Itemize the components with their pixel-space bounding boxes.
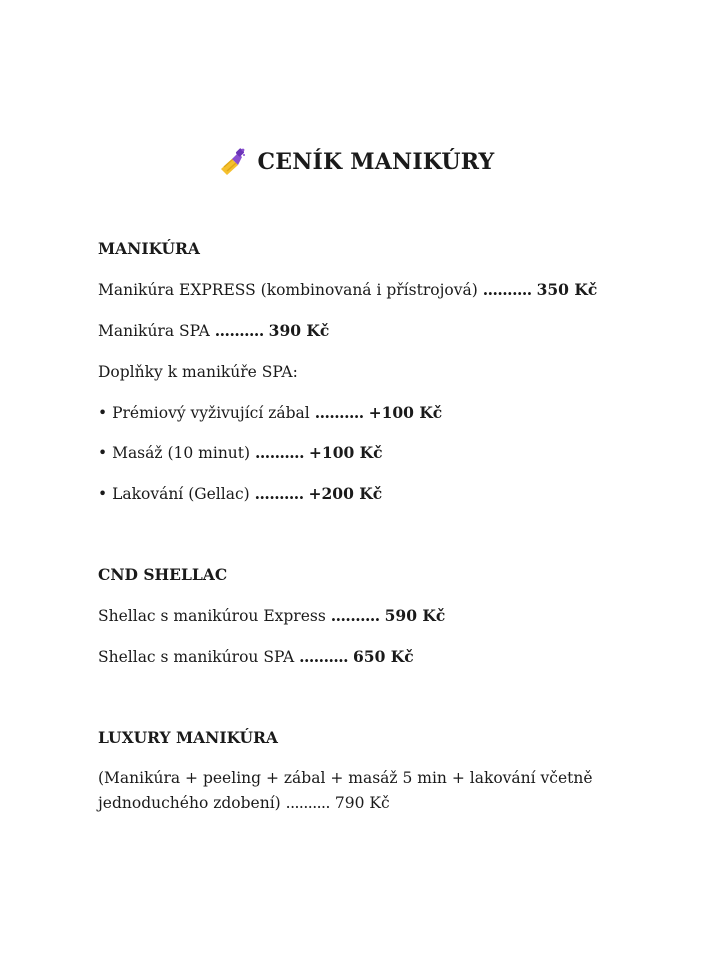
price-row (98, 321, 672, 341)
nail-polish-icon (218, 147, 246, 177)
addon-price: +100 Kč (368, 403, 443, 422)
section-heading-manicure: MANIKÚRA (98, 239, 200, 258)
addon-price: +100 Kč (308, 443, 383, 462)
addons-label-row (98, 362, 672, 382)
service-label: Shellac s manikúrou SPA (98, 648, 295, 666)
section-heading-luxury: LUXURY MANIKÚRA (98, 728, 278, 747)
page-title-text: CENÍK MANIKÚRY (257, 149, 495, 175)
service-price: 390 Kč (268, 321, 330, 340)
addon-row (98, 484, 672, 504)
service-label: Manikúra SPA (98, 322, 210, 340)
leader-dots: .......... (285, 794, 330, 812)
leader-dots: .......... (255, 443, 304, 462)
service-label: Shellac s manikúrou Express (98, 607, 326, 625)
service-price: 350 Kč (536, 280, 598, 299)
luxury-description: (Manikúra + peeling + zábal + masáž 5 min + lakování včetně jednoduchého zdobení) (98, 769, 593, 812)
addon-label: • Lakování (Gellac) (98, 485, 250, 503)
addon-label: • Prémiový vyživující zábal (98, 404, 310, 422)
luxury-price: 790 Kč (334, 794, 390, 812)
section-heading-shellac: CND SHELLAC (98, 565, 228, 584)
leader-dots: .......... (482, 280, 532, 299)
price-row (98, 280, 672, 300)
section-manicure (98, 239, 672, 259)
addon-row (98, 443, 672, 463)
service-price: 650 Kč (353, 647, 414, 666)
section-luxury (98, 728, 672, 748)
service-price: 590 Kč (384, 606, 446, 625)
page-title (0, 146, 712, 178)
price-row (98, 606, 672, 626)
leader-dots: .......... (254, 484, 304, 503)
addon-price: +200 Kč (308, 484, 383, 503)
leader-dots: .......... (214, 321, 264, 340)
section-shellac (98, 565, 672, 585)
price-row (98, 647, 672, 667)
leader-dots: .......... (330, 606, 380, 625)
luxury-description-row (98, 766, 672, 816)
addon-row (98, 403, 672, 423)
leader-dots: .......... (299, 647, 349, 666)
service-label: Manikúra EXPRESS (kombinovaná i přístrojová) (98, 281, 478, 299)
addon-label: • Masáž (10 minut) (98, 444, 251, 462)
addons-label: Doplňky k manikúře SPA: (98, 363, 298, 381)
leader-dots: .......... (314, 403, 364, 422)
